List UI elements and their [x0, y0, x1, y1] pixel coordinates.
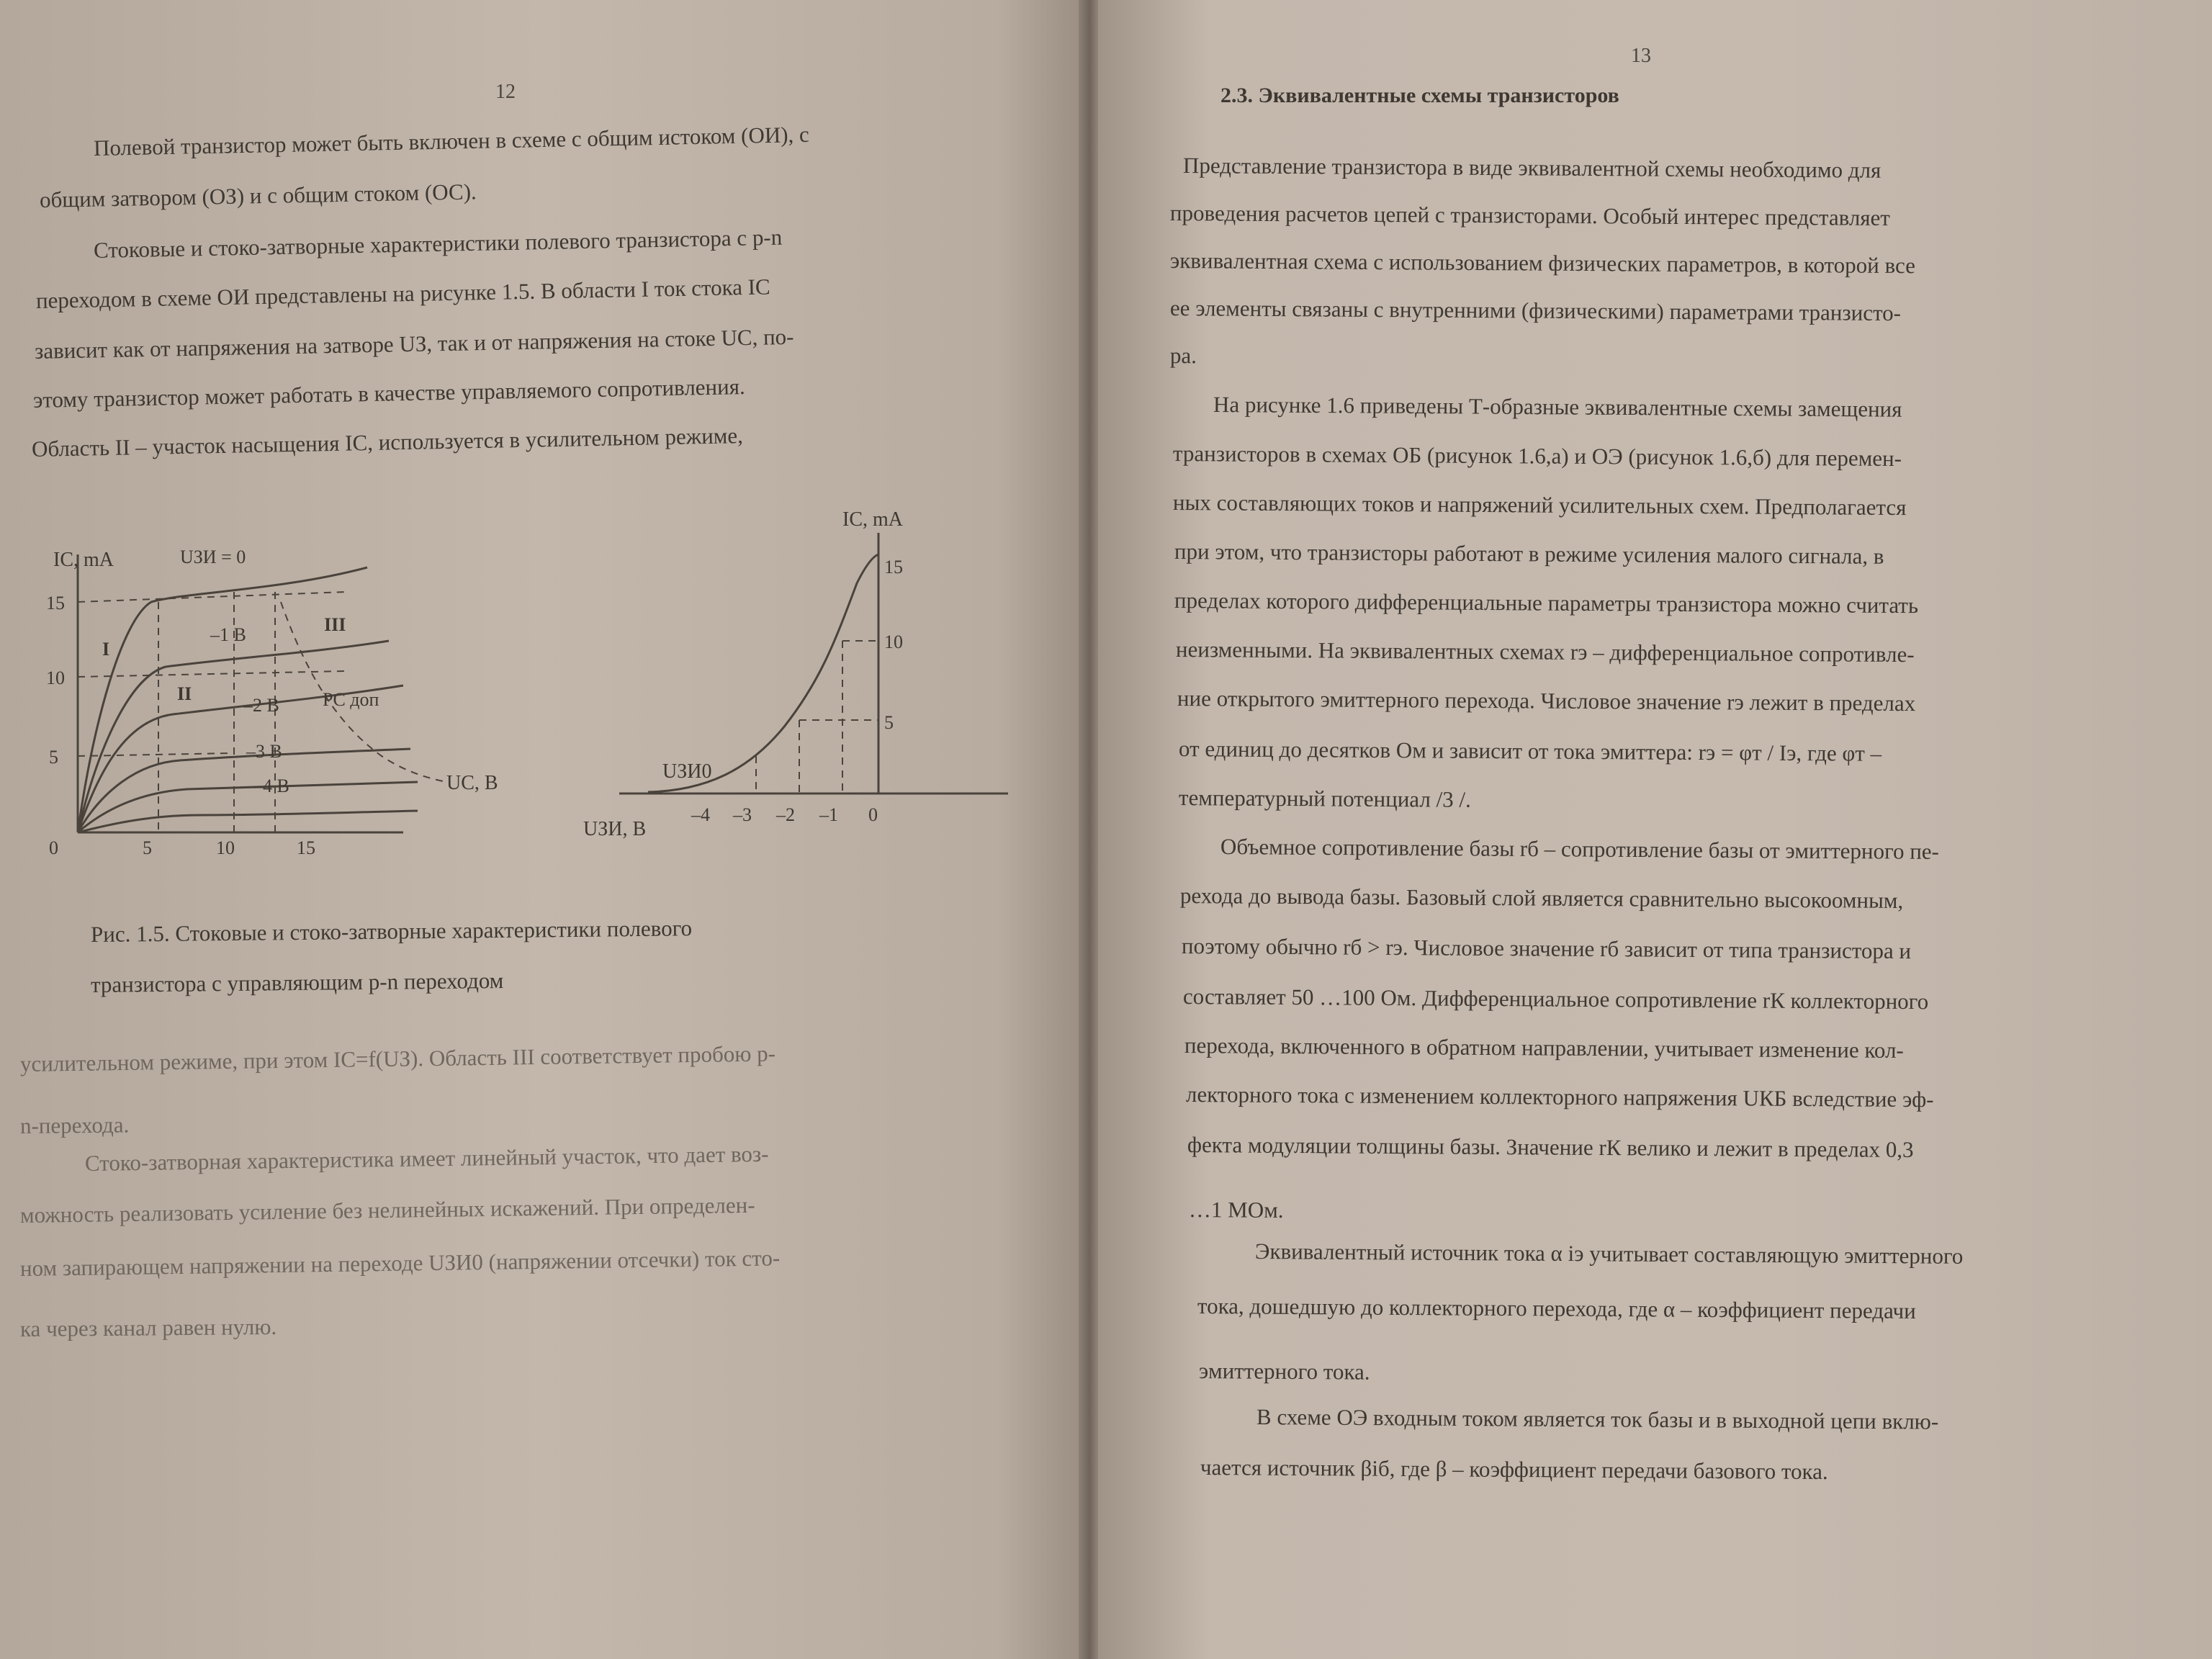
text-line: Область II – участок насыщения IC, используется в усилительном режиме, [31, 423, 744, 462]
text-line: ее элементы связаны с внутренними (физическими) параметрами транзисто- [1169, 295, 1902, 326]
x-tick-label: –3 [733, 804, 752, 825]
text-line: чается источник βiб, где β – коэффициент передачи базового тока. [1200, 1455, 1828, 1485]
text-line: Стоко-затворная характеристика имеет линейный участок, что дает воз- [84, 1141, 769, 1176]
region-label: III [324, 614, 346, 635]
right-page [1098, 0, 2212, 1659]
curve-label: –3 B [246, 741, 282, 762]
x-tick-label: 15 [297, 837, 315, 858]
region-label: I [102, 639, 110, 660]
text-line: от единиц до десятков Ом и зависит от тока эмиттера: rэ = φт / Iэ, где φт – [1178, 736, 1882, 766]
text-line: n-перехода. [19, 1112, 130, 1138]
text-line: усилительном режиме, при этом IC=f(UЗ). Область III соответствует пробою p- [19, 1040, 776, 1076]
cutoff-label: UЗИ0 [662, 760, 712, 783]
section-heading: 2.3. Эквивалентные схемы транзисторов [1220, 84, 1619, 107]
curve-label: –2 B [243, 695, 279, 716]
text-line: зависит как от напряжения на затворе UЗ, так и от напряжения на стоке UC, по- [34, 323, 794, 364]
text-line: неизменными. На эквивалентных схемах rэ – дифференциальное сопротивле- [1175, 637, 1915, 667]
transfer-characteristic-figure [576, 497, 1022, 857]
text-line: …1 МОм. [1188, 1197, 1284, 1223]
text-line: этому транзистор может работать в качестве управляемого сопротивления. [32, 374, 745, 413]
text-line: эмиттерного тока. [1198, 1358, 1370, 1385]
text-line: ние открытого эмиттерного перехода. Числовое значение rэ лежит в пределах [1177, 685, 1916, 716]
text-line: эквивалентная схема с использованием физических параметров, в которой все [1169, 248, 1916, 279]
y-tick-label: 15 [884, 557, 903, 577]
text-line: температурный потенциал /3 /. [1178, 785, 1471, 812]
text-line: перехода, включенного в обратном направлении, учитывает изменение кол- [1184, 1033, 1904, 1063]
y-axis-label: IC, mA [53, 549, 114, 571]
text-line: ных составляющих токов и напряжений усилительных схем. Предполагается [1172, 490, 1907, 521]
x-tick-label: 10 [216, 837, 235, 858]
text-line: общим затвором (ОЗ) и с общим стоком (ОС). [39, 179, 477, 212]
x-tick-label: 0 [49, 837, 58, 858]
text-line: Объемное сопротивление базы rб – сопротивление базы от эмиттерного пе- [1220, 834, 1940, 864]
curve-label: –4 B [253, 775, 289, 796]
text-line: переходом в схеме ОИ представлены на рисунке 1.5. В области I ток стока IC [35, 274, 770, 313]
region-label: II [177, 683, 192, 704]
text-line: ра. [1169, 343, 1197, 369]
text-line: Представление транзистора в виде эквивалентной схемы необходимо для [1182, 153, 1881, 183]
left-page [0, 0, 1084, 1659]
text-line: В схеме ОЭ входным током является ток базы и в выходной цепи вклю- [1256, 1404, 1939, 1434]
text-line: Эквивалентный источник тока α iэ учитывает составляющую эмиттерного [1254, 1238, 1964, 1269]
y-tick-label: 15 [46, 593, 65, 613]
x-tick-label: –2 [776, 804, 795, 825]
x-tick-label: –1 [819, 804, 838, 825]
text-line: при этом, что транзисторы работают в режиме усиления малого сигнала, в [1174, 539, 1884, 569]
text-line: рехода до вывода базы. Базовый слой является сравнительно высокоомным, [1179, 883, 1904, 914]
text-line: тока, дошедшую до коллекторного перехода, где α – коэффициент передачи [1197, 1293, 1916, 1323]
x-axis-label: UC, B [446, 772, 498, 794]
figure-caption: транзистора с управляющим p-n переходом [90, 967, 504, 997]
curve-label: –1 B [210, 624, 246, 645]
x-tick-label: 5 [143, 837, 152, 858]
text-line: лекторного тока с изменением коллекторного напряжения UКБ вследствие эф- [1185, 1082, 1934, 1112]
figure-caption: Рис. 1.5. Стоковые и стоко-затворные характеристики полевого [90, 915, 693, 947]
x-tick-label: –4 [691, 804, 710, 825]
page-number-right: 13 [1631, 45, 1651, 67]
text-line: транзисторов в схемах ОБ (рисунок 1.6,а) и ОЭ (рисунок 1.6,б) для перемен- [1172, 441, 1902, 472]
text-line: составляет 50 …100 Ом. Дифференциальное сопротивление rК коллекторного [1182, 984, 1929, 1015]
text-line: ка через канал равен нулю. [19, 1313, 277, 1341]
y-tick-label: 10 [46, 667, 65, 688]
text-line: пределах которого дифференциальные параметры транзистора можно считать [1174, 588, 1919, 619]
text-line: Полевой транзистор может быть включен в схеме с общим истоком (ОИ), с [93, 121, 810, 161]
y-tick-label: 5 [884, 712, 894, 733]
text-line: можность реализовать усиление без нелинейных искажений. При определен- [19, 1192, 755, 1228]
text-line: поэтому обычно rб > rэ. Числовое значение rб зависит от типа транзистора и [1181, 933, 1912, 964]
text-line: Стоковые и стоко-затворные характеристики полевого транзистора с p-n [93, 224, 783, 263]
curve-label: UЗИ = 0 [180, 547, 246, 567]
text-line: На рисунке 1.6 приведены Т-образные эквивалентные схемы замещения [1213, 392, 1902, 422]
page-number-left: 12 [495, 81, 516, 103]
text-line: ном запирающем напряжении на переходе UЗИ0 (напряжении отсечки) ток сто- [19, 1245, 781, 1281]
x-axis-label: UЗИ, B [583, 818, 647, 840]
y-tick-label: 10 [884, 631, 903, 652]
drain-characteristics-figure [43, 533, 533, 864]
y-tick-label: 5 [49, 747, 58, 768]
y-axis-label: IC, mA [842, 508, 903, 531]
text-line: проведения расчетов цепей с транзисторами. Особый интерес представляет [1169, 200, 1891, 230]
limit-label: PC доп [323, 689, 379, 710]
x-tick-label: 0 [868, 804, 878, 825]
text-line: фекта модуляции толщины базы. Значение rК велико и лежит в пределах 0,3 [1187, 1132, 1914, 1163]
